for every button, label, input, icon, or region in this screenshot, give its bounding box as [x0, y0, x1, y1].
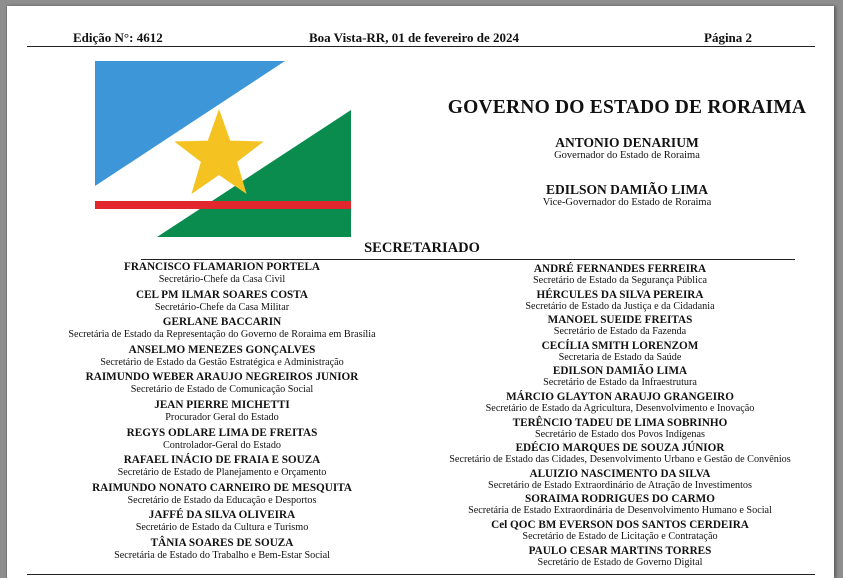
- secretariat-right-column: [419, 264, 821, 571]
- secretary-role: Secretário de Estado de Comunicação Social: [130, 384, 314, 396]
- secretary-role: Secretária de Estado do Trabalho e Bem-Estar Social: [114, 549, 330, 561]
- secretary-role: Secretário de Estado da Segurança Pública: [533, 275, 707, 286]
- edition-number: Edição N°: 4612: [73, 30, 163, 45]
- secretariat-rule: [141, 259, 795, 260]
- government-title: GOVERNO DO ESTADO DE RORAIMA: [447, 97, 807, 118]
- footer-rule: [27, 574, 815, 575]
- secretary-entry: [27, 454, 417, 482]
- secretariat-title: SECRETARIADO: [364, 240, 480, 256]
- secretary-entry: [27, 316, 417, 344]
- secretary-role: Secretário de Estado da Fazenda: [553, 326, 687, 338]
- secretary-role: Secretário de Estado da Infraestrutura: [543, 377, 697, 389]
- secretary-name: EDÉCIO MARQUES DE SOUZA JÚNIOR: [515, 442, 725, 455]
- flag-red-stripe: [95, 201, 351, 209]
- secretary-name: REGYS ODLARE LIMA DE FREITAS: [126, 426, 318, 439]
- secretary-entry: [27, 427, 417, 455]
- vice-governor-name: EDILSON DAMIÃO LIMA: [545, 182, 708, 197]
- secretary-name: TERÊNCIO TADEU DE LIMA SOBRINHO: [512, 416, 728, 429]
- secretary-entry: [27, 289, 417, 317]
- secretary-role: Secretário-Chefe da Casa Civil: [158, 274, 286, 285]
- secretary-name: GERLANE BACCARIN: [162, 316, 282, 329]
- secretary-name: ANDRÉ FERNANDES FERREIRA: [533, 263, 707, 275]
- secretary-role: Secretário de Estado da Educação e Desportos: [127, 494, 317, 506]
- secretary-role: Secretário de Estado da Gestão Estratégica e Administração: [100, 356, 344, 368]
- secretary-role: Secretaria de Estado da Saúde: [558, 351, 682, 363]
- header-rule: [27, 46, 815, 47]
- secretary-role: Secretário de Estado de Licitação e Contratação: [522, 530, 718, 542]
- secretary-entry: [419, 264, 821, 290]
- secretary-role: Secretário de Estado de Governo Digital: [537, 556, 703, 568]
- vice-governor-role: Vice-Governador do Estado de Roraima: [542, 197, 712, 208]
- governor-block: [437, 136, 817, 162]
- secretary-entry: [419, 366, 821, 392]
- secretary-name: HÉRCULES DA SILVA PEREIRA: [536, 288, 704, 301]
- secretary-role: Secretário-Chefe da Casa Militar: [154, 301, 290, 313]
- secretary-entry: [419, 392, 821, 418]
- publication-date: Boa Vista-RR, 01 de fevereiro de 2024: [309, 30, 520, 45]
- roraima-flag: [95, 61, 351, 237]
- secretary-entry: [419, 418, 821, 444]
- secretary-name: Cel QOC BM EVERSON DOS SANTOS CERDEIRA: [491, 518, 749, 531]
- secretary-name: PAULO CESAR MARTINS TORRES: [528, 544, 712, 557]
- secretary-entry: [419, 469, 821, 495]
- secretary-name: SORAIMA RODRIGUES DO CARMO: [525, 493, 715, 506]
- secretary-name: JAFFÉ DA SILVA OLIVEIRA: [148, 509, 296, 522]
- secretary-role: Secretário de Estado das Cidades, Desenvolvimento Urbano e Gestão de Convênios: [449, 454, 791, 466]
- secretary-entry: [27, 371, 417, 399]
- secretary-role: Controlador-Geral do Estado: [162, 439, 282, 451]
- secretary-role: Secretário de Estado da Agricultura, Desenvolvimento e Inovação: [485, 402, 755, 414]
- secretary-entry: [27, 399, 417, 427]
- secretary-entry: [27, 261, 417, 289]
- secretary-name: CECÍLIA SMITH LORENZOM: [541, 339, 699, 352]
- vice-governor-block: [437, 183, 817, 209]
- governor-name: ANTONIO DENARIUM: [555, 135, 699, 150]
- secretary-entry: [419, 546, 821, 572]
- secretary-role: Secretária de Estado da Representação do Governo de Roraima em Brasília: [68, 329, 376, 341]
- secretary-role: Secretário de Estado Extraordinário de Atração de Investimentos: [488, 479, 752, 491]
- secretary-role: Secretário de Estado da Cultura e Turismo: [135, 522, 309, 534]
- secretary-entry: [419, 520, 821, 546]
- secretary-name: RAIMUNDO NONATO CARNEIRO DE MESQUITA: [92, 481, 352, 494]
- secretary-entry: [27, 537, 417, 565]
- secretary-name: JEAN PIERRE MICHETTI: [154, 398, 290, 411]
- document-page: [6, 6, 834, 578]
- secretary-name: RAIMUNDO WEBER ARAUJO NEGREIROS JUNIOR: [85, 371, 359, 384]
- secretary-entry: [27, 482, 417, 510]
- secretary-name: TÂNIA SOARES DE SOUZA: [150, 536, 294, 549]
- secretary-name: ANSELMO MENEZES GONÇALVES: [128, 343, 316, 356]
- secretary-name: MANOEL SUEIDE FREITAS: [547, 314, 693, 327]
- secretary-entry: [419, 494, 821, 520]
- secretary-role: Secretário de Estado dos Povos Indígenas: [534, 428, 706, 440]
- secretary-name: RAFAEL INÁCIO DE FRAIA E SOUZA: [123, 454, 321, 467]
- secretary-entry: [419, 290, 821, 316]
- secretary-entry: [27, 344, 417, 372]
- secretariat-left-column: [27, 261, 417, 565]
- secretary-entry: [27, 509, 417, 537]
- page-number: Página 2: [704, 30, 753, 45]
- secretary-name: ALUIZIO NASCIMENTO DA SILVA: [529, 467, 711, 480]
- secretary-name: MÁRCIO GLAYTON ARAUJO GRANGEIRO: [506, 390, 734, 403]
- secretary-role: Secretário de Estado da Justiça e da Cidadania: [525, 300, 715, 312]
- secretary-entry: [419, 443, 821, 469]
- secretary-role: Procurador Geral do Estado: [165, 411, 279, 423]
- secretary-name: FRANCISCO FLAMARION PORTELA: [123, 261, 321, 273]
- secretary-name: EDILSON DAMIÃO LIMA: [552, 365, 688, 378]
- secretary-entry: [419, 341, 821, 367]
- secretary-role: Secretária de Estado Extraordinária de Desenvolvimento Humano e Social: [468, 505, 772, 517]
- secretary-role: Secretário de Estado de Planejamento e Orçamento: [117, 467, 327, 479]
- secretary-name: CEL PM ILMAR SOARES COSTA: [136, 288, 308, 301]
- governor-role: Governador do Estado de Roraima: [554, 150, 700, 161]
- secretary-entry: [419, 315, 821, 341]
